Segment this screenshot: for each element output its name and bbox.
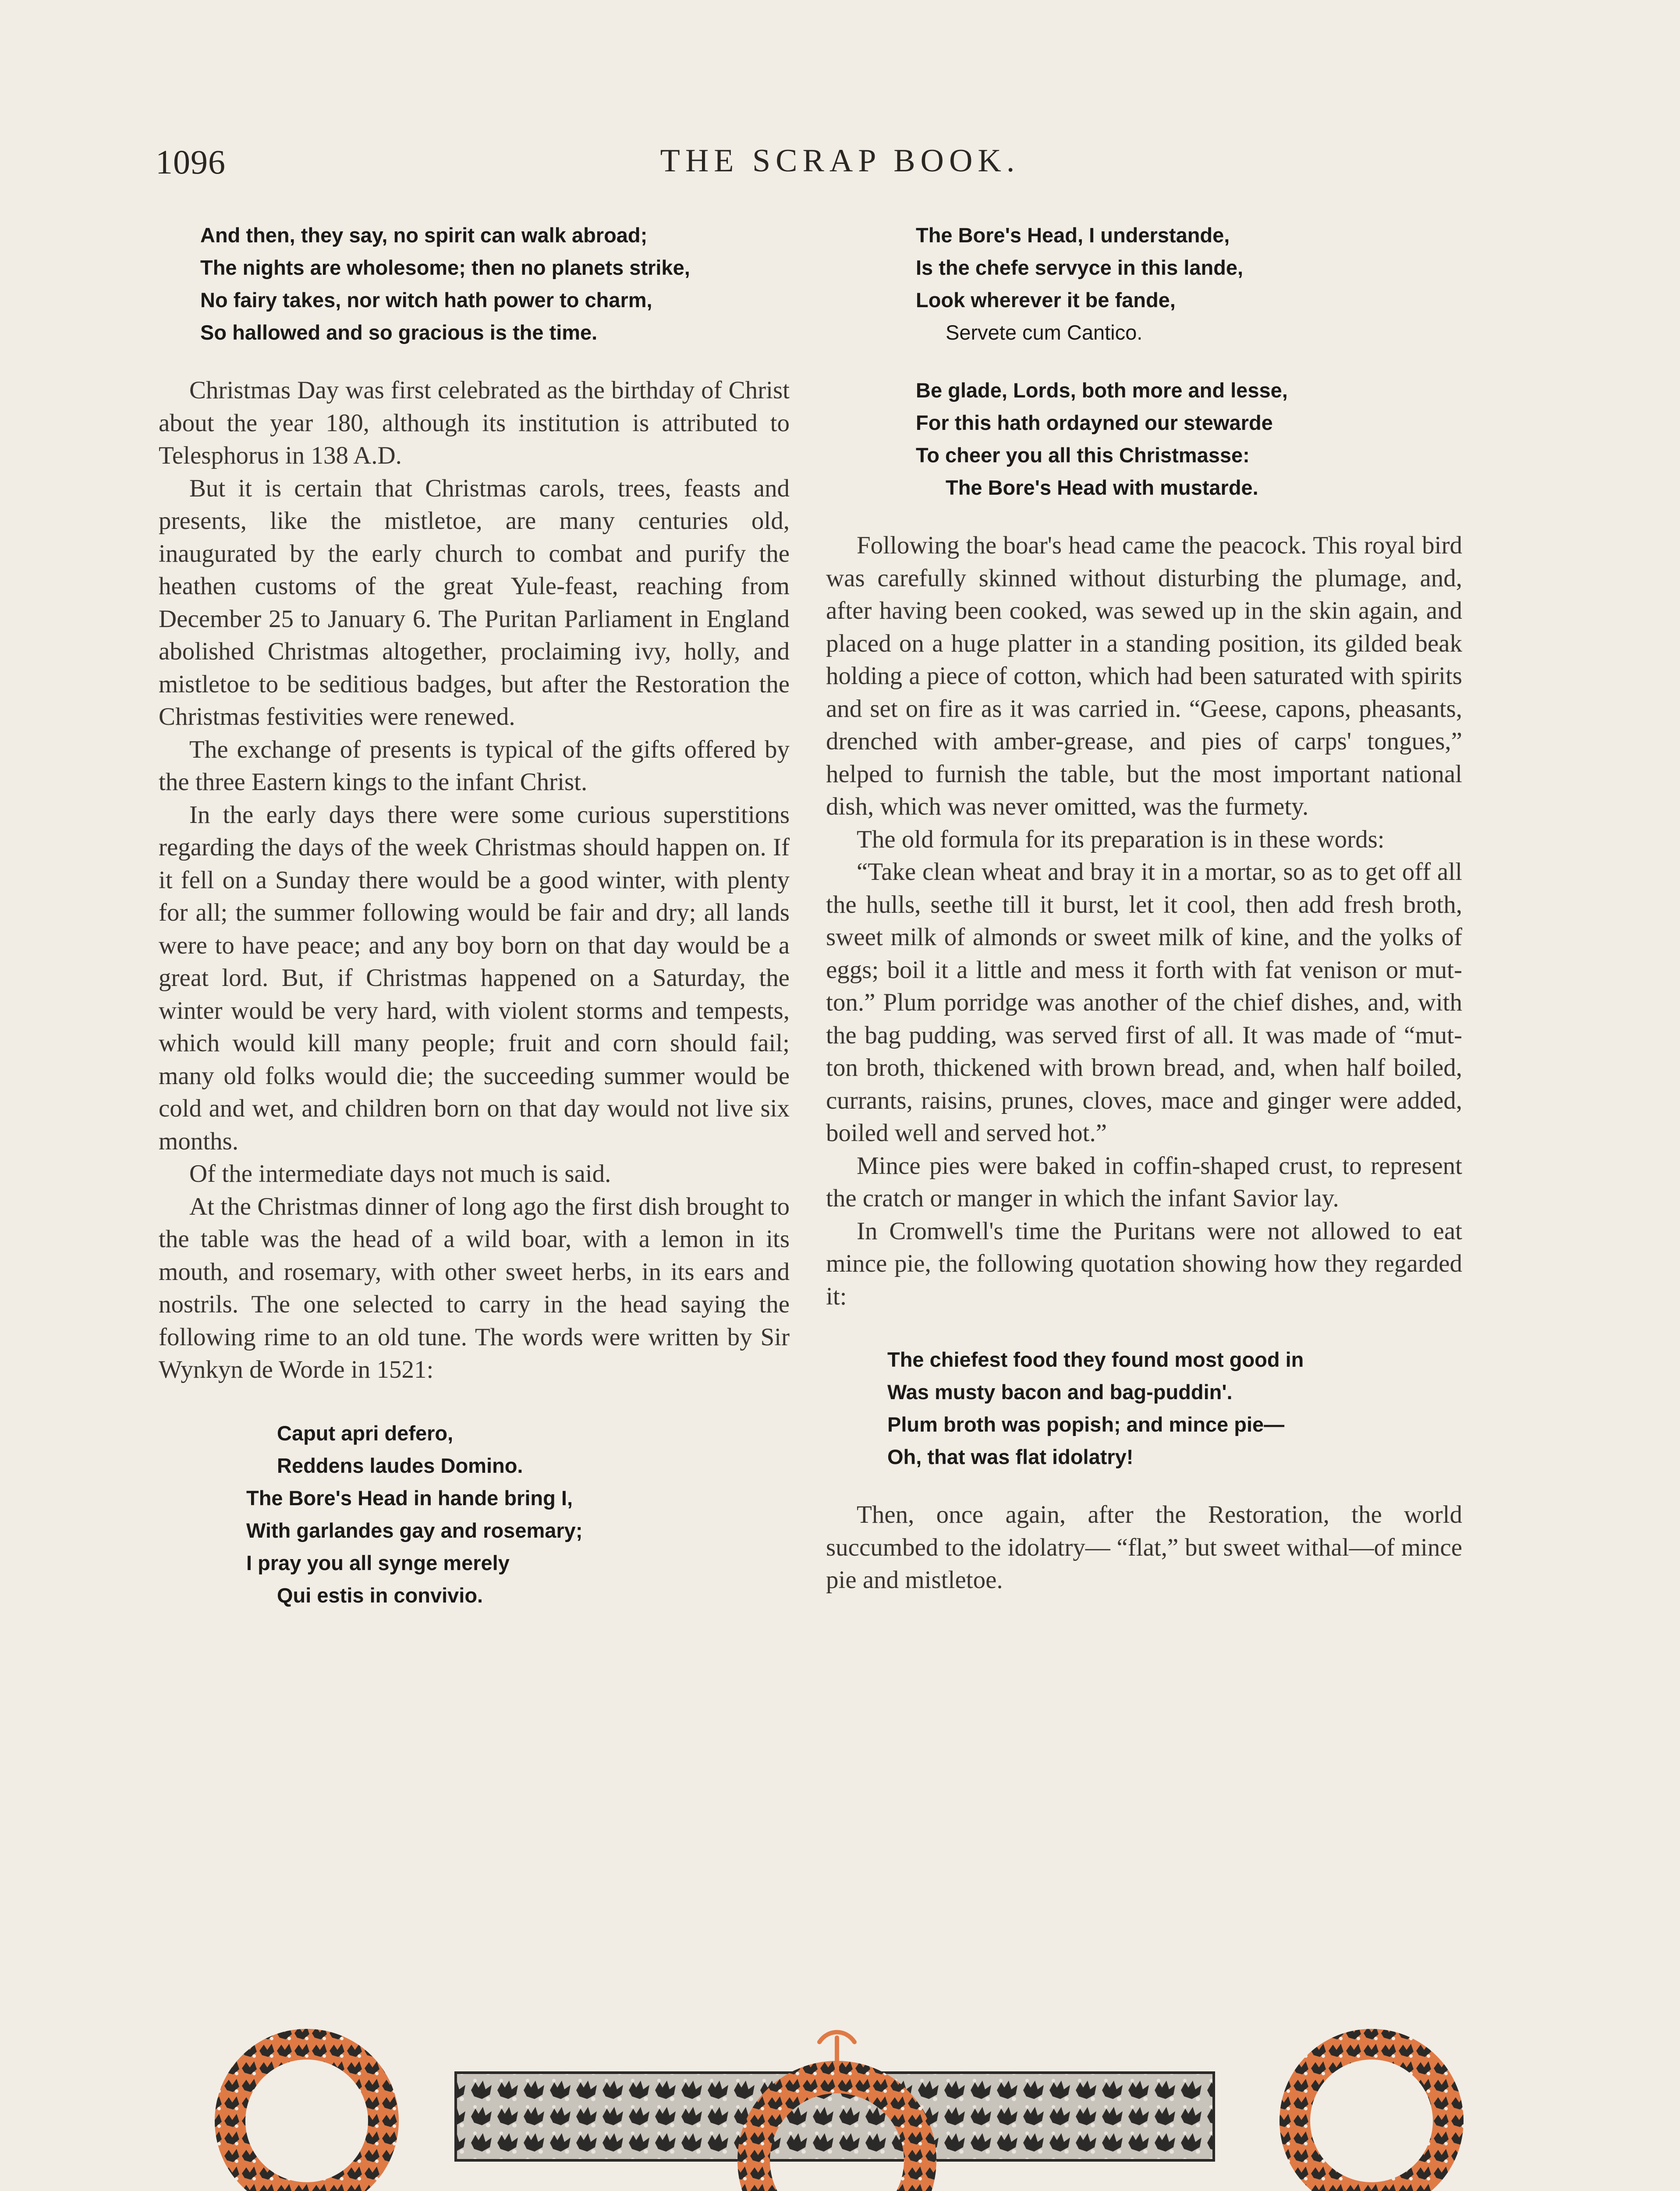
verse-line: I pray you all synge merely [246, 1551, 510, 1574]
verse-line: Servete cum Cantico. [946, 321, 1143, 344]
verse-line: Was musty bacon and bag-puddin'. [887, 1380, 1233, 1404]
verse-line: No fairy takes, nor witch hath power to charm, [200, 288, 652, 312]
verse-line: The Bore's Head, I understande, [916, 223, 1230, 247]
holly-wreath-garland-icon [206, 2024, 1477, 2191]
verse-line: For this hath ordayned our stewarde [916, 411, 1273, 434]
verse-boars-head-latin [246, 1417, 790, 1612]
verse-line: With garlandes gay and rosemary; [246, 1518, 583, 1542]
right-column [826, 219, 1462, 1597]
verse-line: Oh, that was flat idolatry! [887, 1445, 1134, 1468]
verse-line: The Bore's Head in hande bring I, [246, 1486, 573, 1510]
verse-line: Be glade, Lords, both more and lesse, [916, 379, 1288, 402]
paragraph: The old formula for its preparation is in these words: [857, 825, 1385, 853]
verse-boars-head-2 [916, 374, 1462, 504]
verse-shakespeare [200, 219, 790, 349]
verse-line: So hallowed and so gracious is the time. [200, 321, 598, 344]
closing-paragraph: Then, once again, after the Restoration, the world succumbed to the idolatry— “flat,” but sweet withal—of mince pie and mistletoe. [826, 1501, 1462, 1594]
left-column [159, 219, 790, 1637]
paragraph: Christmas Day was first celebrated as the birthday of Christ about the year 180, although its institution is attributed to Telesphorus in 138 A.D. [159, 376, 790, 469]
paragraph: In Cromwell's time the Puritans were not allowed to eat mince pie, the following quotation showing how they regarded it: [826, 1217, 1462, 1310]
verse-line: Plum broth was popish; and mince pie— [887, 1413, 1285, 1436]
paragraph: At the Christmas dinner of long ago the first dish brought to the table was the head of a wild boar, with a lemon in its mouth, and rosemary, with other sweet herbs, in its ears and nostrils. The one selected to carry in the head saying the following rime to an old tune. The words were written by Sir Wynkyn de Worde in 1521: [159, 1192, 790, 1383]
verse-line: Caput apri defero, [277, 1421, 454, 1445]
paragraph: The exchange of presents is typical of the gifts offered by the three Eastern kings to the infant Christ. [159, 735, 790, 796]
verse-line: To cheer you all this Christmasse: [916, 443, 1250, 467]
verse-puritan [887, 1344, 1462, 1473]
paragraph: In the early days there were some curious superstitions regarding the days of the week Christmas should happen on. If it fell on a Sunday there would be a good winter, with plenty for all; the summer following would be fair and dry; all lands were to have peace; and any boy born on that day would be a great lord. But, if Christmas happened on a Saturday, the winter would be very hard, with violent storms and tempests, which would kill many people; fruit and corn should fail; many old folks would die; the succeeding summer would be cold and wet, and children born on that day would not live six months. [159, 801, 790, 1155]
running-head: THE SCRAP BOOK. [660, 143, 1020, 179]
verse-line: The Bore's Head with mustarde. [946, 476, 1258, 499]
verse-line: Qui estis in convivio. [277, 1583, 483, 1607]
verse-line: Reddens laudes Domino. [277, 1454, 523, 1477]
verse-line: And then, they say, no spirit can walk abroad; [200, 223, 648, 247]
verse-line: Look wherever it be fande, [916, 288, 1176, 312]
verse-line: Is the chefe servyce in this lande, [916, 256, 1244, 279]
verse-line: The chiefest food they found most good in [887, 1348, 1304, 1371]
verse-line: The nights are wholesome; then no planets strike, [200, 256, 690, 279]
paragraph: Following the boar's head came the peacock. This royal bird was carefully skinned without disturbing the plumage, and, after having been cooked, was sewed up in the skin again, and placed on a huge platter in a standing position, its gilded beak holding a piece of cotton, which had been saturated with spirits and set on fire as it was carried in. “Geese, capons, pheasants, drenched with amber-grease, and pies of carps' tongues,” helped to furnish the table, but the most important national dish, which was never omitted, was the furmety. [826, 532, 1462, 820]
paragraph: Of the intermediate days not much is said. [189, 1160, 611, 1188]
page-number: 1096 [156, 143, 226, 181]
paragraph: “Take clean wheat and bray it in a mortar, so as to get off all the hulls, seethe till it burst, let it cool, then add fresh broth, sweet milk of almonds or sweet milk of kine, and the yolks of eggs; boil it a little and mess it forth with fat venison or mutton.” Plum porridge was another of the chief dishes, and, with the bag pudding, was served first of all. It was made of “mutton broth, thickened with brown bread, and, when half boiled, currants, raisins, prunes, cloves, mace and ginger were added, boiled well and served hot.” [826, 858, 1462, 1147]
paragraph: But it is certain that Christmas carols, trees, feasts and presents, like the mistletoe, are many centuries old, inaugurated by the early church to combat and purify the heathen customs of the great Yule-feast, reaching from December 25 to January 6. The Puritan Parliament in England abolished Christmas altogether, proclaiming ivy, holly, and mistletoe to be seditious badges, but after the Restoration the Christmas festivities were renewed. [159, 474, 790, 730]
paragraph: Mince pies were baked in coffin-shaped crust, to represent the cratch or manger in which the infant Savior lay. [826, 1152, 1462, 1212]
verse-boars-head-1 [916, 219, 1462, 349]
